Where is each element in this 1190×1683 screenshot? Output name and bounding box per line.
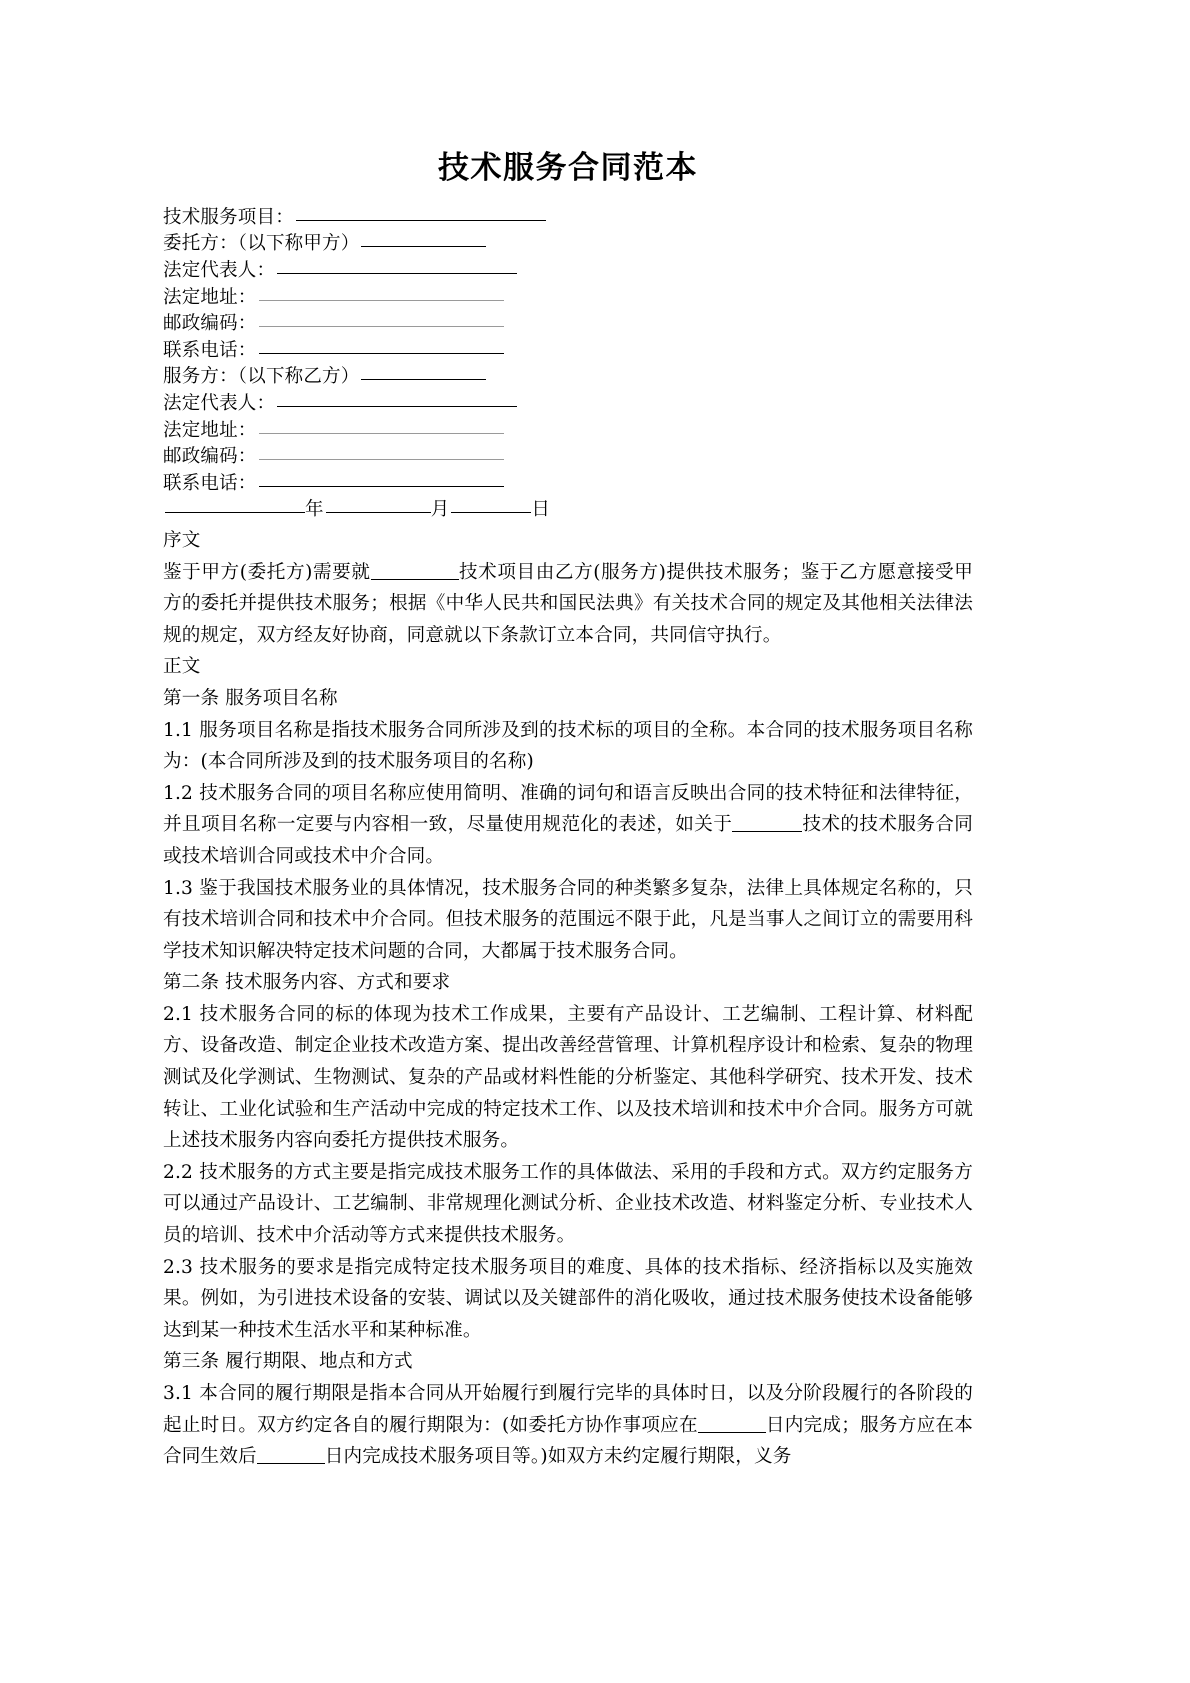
document-body xyxy=(163,525,973,1473)
preamble-paragraph xyxy=(163,557,973,652)
field-row-client-phone xyxy=(163,338,973,365)
field-row-provider-postcode xyxy=(163,444,973,471)
field-row-date xyxy=(163,497,973,524)
field-blank-service-project[interactable] xyxy=(296,206,546,221)
clause-2-1: 2.1 技术服务合同的标的体现为技术工作成果，主要有产品设计、工艺编制、工程计算、材料配方、设备改造、制定企业技术改造方案、提出改善经营管理、计算机程序设计和检索、复杂的物理测试及化学测试、生物测试、复杂的产品或材料性能的分析鉴定、其他科学研究、技术开发、技术转让、工业化试验和生产活动中完成的特定技术工作、以及技术培训和技术中介合同。服务方可就上述技术服务内容向委托方提供技术服务。 xyxy=(163,1003,973,1152)
field-label-service-project: 技术服务项目： xyxy=(163,206,294,228)
date-blank-year[interactable] xyxy=(165,498,305,513)
field-label-client-address: 法定地址： xyxy=(163,286,257,308)
field-row-client xyxy=(163,231,973,258)
field-row-client-postcode xyxy=(163,311,973,338)
preamble-blank-project[interactable] xyxy=(371,564,459,580)
date-label-month: 月 xyxy=(430,499,450,521)
field-label-service-provider: 服务方：（以下称乙方） xyxy=(163,366,360,388)
field-blank-client-phone[interactable] xyxy=(259,339,504,354)
date-label-day: 日 xyxy=(531,499,551,521)
clause-3-1-blank-2[interactable] xyxy=(257,1448,325,1464)
date-blank-month[interactable] xyxy=(326,498,431,513)
field-blank-provider-legal-rep[interactable] xyxy=(277,392,517,407)
clause-3-1 xyxy=(163,1378,973,1473)
field-label-provider-address: 法定地址： xyxy=(163,419,257,441)
field-blank-client-address[interactable] xyxy=(259,286,504,301)
field-label-client-postcode: 邮政编码： xyxy=(163,313,257,335)
clause-1-3: 1.3 鉴于我国技术服务业的具体情况，技术服务合同的种类繁多复杂，法律上具体规定名称的，只有技术培训合同和技术中介合同。但技术服务的范围远不限于此，凡是当事人之间订立的需要用科学技术知识解决特定技术问题的合同，大都属于技术服务合同。 xyxy=(163,877,973,962)
date-blank-day[interactable] xyxy=(451,498,531,513)
field-row-client-legal-rep xyxy=(163,258,973,285)
clause-3-1-text-c: 日内完成技术服务项目等。)如双方未约定履行期限，义务 xyxy=(324,1446,792,1468)
clause-3-1-text-a: 3.1 本合同的履行期限是指本合同从开始履行到履行完毕的具体时日，以及分阶段履行的各阶段的起止时日。双方约定各自的履行期限为：(如委托方协作事项应在 xyxy=(163,1383,973,1436)
field-label-provider-phone: 联系电话： xyxy=(163,472,257,494)
clause-3-1-blank-1[interactable] xyxy=(698,1417,766,1433)
clause-1-1: 1.1 服务项目名称是指技术服务合同所涉及到的技术标的项目的全称。本合同的技术服务项目名称为：(本合同所涉及到的技术服务项目的名称) xyxy=(163,719,973,773)
document-content xyxy=(163,0,973,1473)
clause-2-2: 2.2 技术服务的方式主要是指完成技术服务工作的具体做法、采用的手段和方式。双方约定服务方可以通过产品设计、工艺编制、非常规理化测试分析、企业技术改造、材料鉴定分析、专业技术人员的培训、技术中介活动等方式来提供技术服务。 xyxy=(163,1161,973,1247)
article-2-heading: 第二条 技术服务内容、方式和要求 xyxy=(163,972,451,994)
clause-1-2-text-a: 1.2 技术服务合同的项目名称应使用简明、准确的词句和语言反映出合同的技术特征和法律特征，并且项目名称一定要与内容相一致，尽量使用规范化的表述，如关于 xyxy=(163,782,973,836)
field-label-client: 委托方：（以下称甲方） xyxy=(163,233,360,255)
field-label-client-phone: 联系电话： xyxy=(163,339,257,361)
field-label-provider-legal-rep: 法定代表人： xyxy=(163,393,276,414)
preamble-text-a: 鉴于甲方(委托方)需要就 xyxy=(163,561,371,583)
preamble-heading: 序文 xyxy=(163,529,201,551)
field-blank-client-legal-rep[interactable] xyxy=(277,259,517,274)
field-blank-provider-phone[interactable] xyxy=(259,472,504,487)
field-row-service-project xyxy=(163,205,973,232)
field-label-client-legal-rep: 法定代表人： xyxy=(163,260,276,282)
clause-2-3: 2.3 技术服务的要求是指完成特定技术服务项目的难度、具体的技术指标、经济指标以及实施效果。例如，为引进技术设备的安装、调试以及关键部件的消化吸收，通过技术服务使技术设备能够达到某一种技术生活水平和某种标准。 xyxy=(163,1256,973,1341)
article-1-heading: 第一条 服务项目名称 xyxy=(163,687,338,709)
field-blank-provider-postcode[interactable] xyxy=(259,445,504,460)
article-3-heading: 第三条 履行期限、地点和方式 xyxy=(163,1351,413,1373)
field-row-provider-address xyxy=(163,418,973,445)
field-blank-client[interactable] xyxy=(361,232,486,247)
field-blank-client-postcode[interactable] xyxy=(259,312,504,327)
field-label-provider-postcode: 邮政编码： xyxy=(163,446,257,468)
clause-1-2 xyxy=(163,778,973,873)
field-blank-provider-address[interactable] xyxy=(259,419,504,434)
field-blank-service-provider[interactable] xyxy=(361,365,486,380)
page-title: 技术服务合同范本 xyxy=(438,150,698,186)
date-label-year: 年 xyxy=(305,499,324,521)
field-row-client-address xyxy=(163,285,973,312)
main-heading: 正文 xyxy=(163,656,201,678)
field-row-provider-legal-rep xyxy=(163,391,973,418)
clause-3-1-text-b: 日内完成；服务方应在本合同生效后 xyxy=(163,1414,973,1468)
preamble-text-b: 技术项目由乙方(服务方)提供技术服务；鉴于乙方愿意接受甲方的委托并提供技术服务；根据《中华人民共和国民法典》有关技术合同的规定及其他相关法律法规的规定，双方经友好协商，同意就以下条款订立本合同，共同信守执行。 xyxy=(163,561,973,646)
contract-party-fields xyxy=(163,205,973,524)
clause-1-2-blank[interactable] xyxy=(732,816,802,832)
clause-1-2-text-b: 技术的技术服务合同或技术培训合同或技术中介合同。 xyxy=(163,814,973,867)
field-row-provider-phone xyxy=(163,471,973,498)
field-row-service-provider xyxy=(163,364,973,391)
